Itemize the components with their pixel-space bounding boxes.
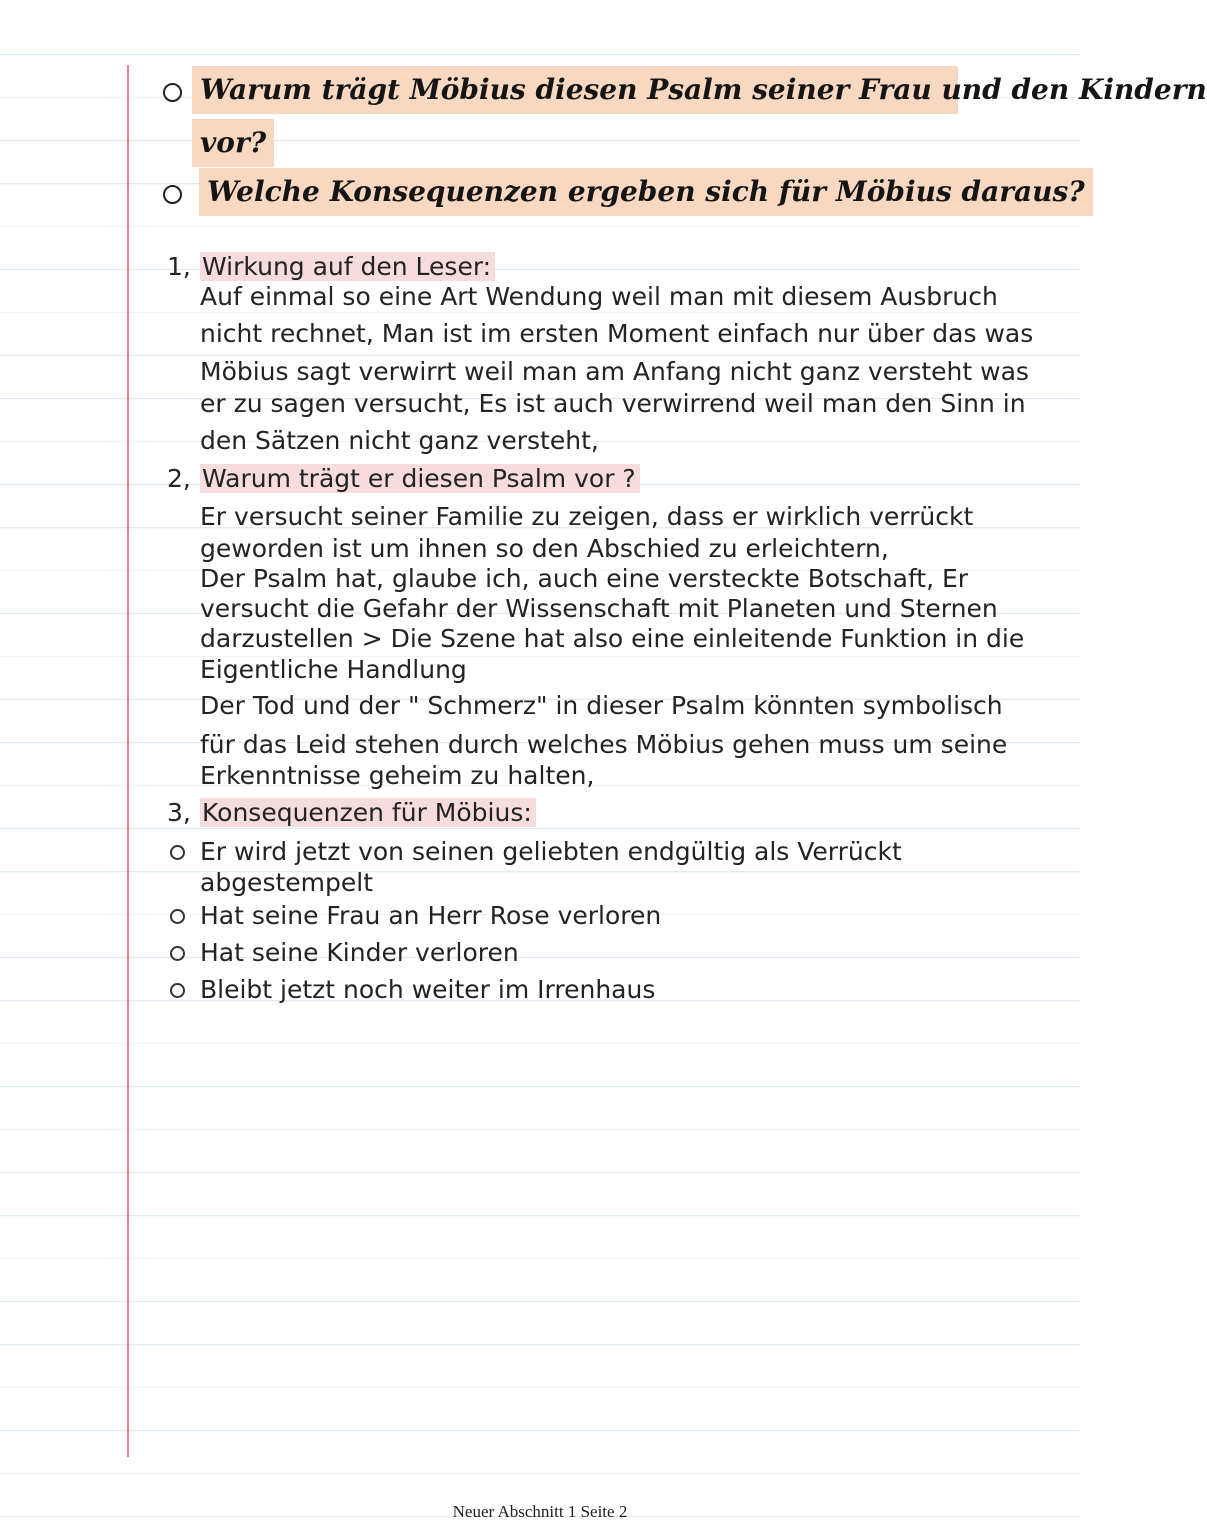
section-2-text-line: für das Leid stehen durch welches Möbius gehen muss um seine [200,730,1008,759]
bullet-circle [170,946,185,961]
bullet-circle [170,983,185,998]
bullet-circle [170,845,185,860]
section-1-text-line: er zu sagen versucht, Es ist auch verwirrend weil man den Sinn in [200,389,1026,418]
section-1-text-line: nicht rechnet, Man ist im ersten Moment einfach nur über das was [200,319,1034,348]
section-2-text-line: Eigentliche Handlung [200,655,467,684]
section-3-bullet: Bleibt jetzt noch weiter im Irrenhaus [200,975,656,1004]
section-2-text-line: Er versucht seiner Familie zu zeigen, dass er wirklich verrückt [200,502,974,531]
section-2-heading [200,462,640,496]
section-3-heading-text: Konsequenzen für Möbius: [200,798,536,827]
section-1-heading-text: Wirkung auf den Leser: [200,252,495,281]
section-2-text-line: versucht die Gefahr der Wissenschaft mit Planeten und Sternen [200,594,998,623]
section-2-text-line: Erkenntnisse geheim zu halten, [200,761,595,790]
question-bullet-circle [163,83,182,102]
section-2-text-line: darzustellen > Die Szene hat also eine einleitende Funktion in die [200,624,1025,653]
section-3-bullet: Er wird jetzt von seinen geliebten endgültig als Verrückt [200,837,902,866]
section-2-heading-text: Warum trägt er diesen Psalm vor ? [200,464,640,493]
question-bullet-circle [163,185,182,204]
section-1-number: 1, [167,252,191,281]
section-2-text-line: Der Psalm hat, glaube ich, auch eine versteckte Botschaft, Er [200,564,969,593]
bullet-circle [170,909,185,924]
section-3-bullet: Hat seine Frau an Herr Rose verloren [200,901,662,930]
question-1-line-1: Warum trägt Möbius diesen Psalm seiner Frau und den Kindern [192,66,958,114]
section-1-text-line: den Sätzen nicht ganz versteht, [200,426,599,455]
section-1-text-line: Auf einmal so eine Art Wendung weil man mit diesem Ausbruch [200,282,998,311]
section-2-text-line: Der Tod und der " Schmerz" in dieser Psalm könnten symbolisch [200,691,1003,720]
question-2: Welche Konsequenzen ergeben sich für Möbius daraus? [199,168,1093,216]
section-1-text-line: Möbius sagt verwirrt weil man am Anfang nicht ganz versteht was [200,357,1029,386]
section-2-number: 2, [167,464,191,493]
section-2-text-line: geworden ist um ihnen so den Abschied zu erleichtern, [200,534,889,563]
section-1-heading [200,250,495,284]
section-3-bullet-continuation: abgestempelt [200,868,373,897]
section-3-heading [200,796,536,830]
question-1-line-2: vor? [192,119,274,167]
margin-line [127,65,129,1457]
section-3-number: 3, [167,798,191,827]
page-footer: Neuer Abschnitt 1 Seite 2 [452,1502,628,1521]
section-3-bullet: Hat seine Kinder verloren [200,938,519,967]
